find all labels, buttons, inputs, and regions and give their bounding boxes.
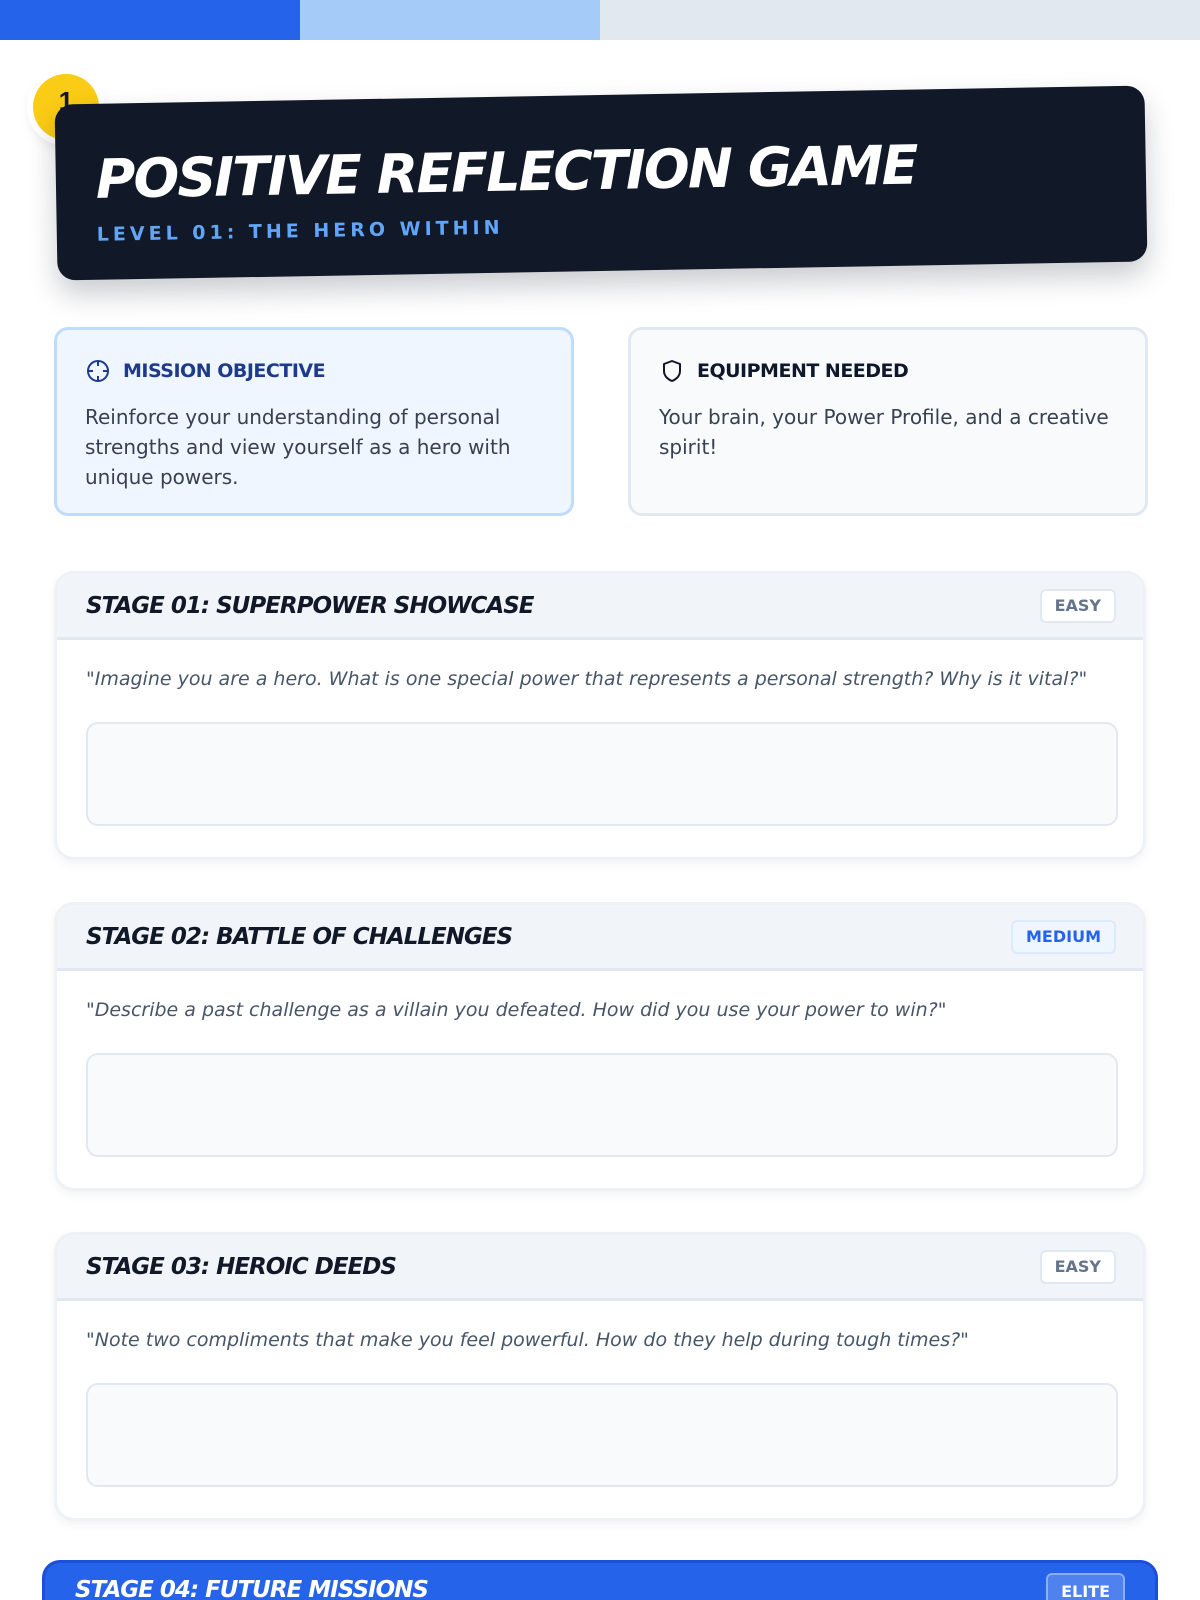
difficulty-badge: EASY	[1040, 1250, 1116, 1284]
stage-header	[57, 905, 1143, 971]
stage-prompt: "Note two compliments that make you feel powerful. How do they help during tough times?"	[86, 1329, 969, 1351]
equipment-needed-text: Your brain, your Power Profile, and a creative spirit!	[659, 405, 1109, 459]
difficulty-badge: EASY	[1040, 589, 1116, 623]
progress-segment-remaining	[600, 0, 1200, 40]
stage-answer-input[interactable]	[86, 1053, 1118, 1157]
stage-title: STAGE 01: SUPERPOWER SHOWCASE	[86, 592, 534, 619]
stage-title: STAGE 02: BATTLE OF CHALLENGES	[86, 923, 513, 950]
stage-prompt: "Describe a past challenge as a villain you defeated. How did you use your power to win?"	[86, 999, 947, 1021]
crosshair-icon	[85, 358, 111, 384]
stage-card	[54, 902, 1146, 1191]
progress-bar	[0, 0, 1200, 40]
equipment-needed-title: EQUIPMENT NEEDED	[697, 360, 909, 382]
shield-icon	[659, 358, 685, 384]
stage-card-elite	[42, 1560, 1158, 1600]
mission-objective-text: Reinforce your understanding of personal strengths and view yourself as a hero with unique powers.	[85, 405, 511, 489]
stage-header	[57, 574, 1143, 640]
stage-card	[54, 1232, 1146, 1521]
level-badge: 1	[33, 74, 99, 140]
stage-header	[57, 1235, 1143, 1301]
level-subtitle: LEVEL 01: THE HERO WITHIN	[96, 216, 504, 246]
difficulty-badge: MEDIUM	[1011, 920, 1116, 954]
progress-segment-current	[300, 0, 600, 40]
stage-card	[54, 571, 1146, 860]
stage-title: STAGE 04: FUTURE MISSIONS	[75, 1577, 428, 1600]
equipment-needed-card	[628, 327, 1148, 516]
title-banner	[55, 86, 1148, 281]
difficulty-badge: ELITE	[1046, 1573, 1125, 1600]
page-title: POSITIVE REFLECTION GAME	[95, 133, 918, 211]
stage-answer-input[interactable]	[86, 1383, 1118, 1487]
stage-answer-input[interactable]	[86, 722, 1118, 826]
progress-segment-complete	[0, 0, 300, 40]
mission-objective-title: MISSION OBJECTIVE	[123, 360, 326, 382]
stage-prompt: "Imagine you are a hero. What is one special power that represents a personal strength? Why is it vital?"	[86, 668, 1088, 690]
mission-objective-card	[54, 327, 574, 516]
stage-title: STAGE 03: HEROIC DEEDS	[86, 1253, 396, 1280]
